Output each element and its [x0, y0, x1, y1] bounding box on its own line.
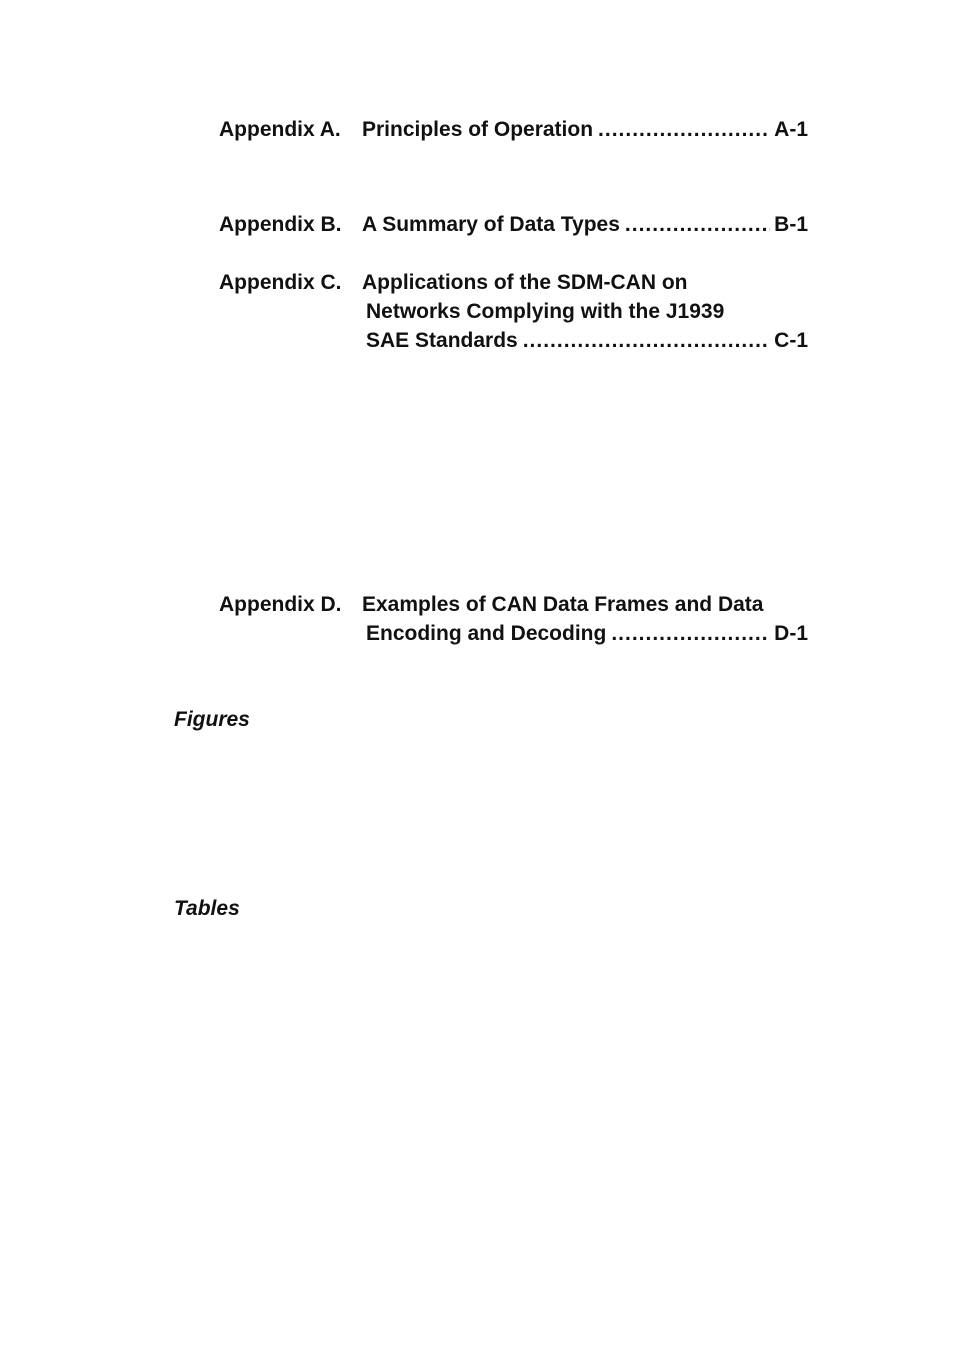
toc-entry-label: Appendix A. [219, 118, 341, 141]
toc-entry-title-line: Networks Complying with the J1939 [366, 300, 725, 323]
toc-entry-title [362, 590, 808, 648]
toc-page-number: A-1 [774, 118, 808, 141]
toc-entry-last-line [362, 210, 808, 239]
toc-entry-title-text: A Summary of Data Types [362, 213, 620, 236]
toc-entry-appendix-c[interactable] [219, 268, 808, 355]
toc-page-number: B-1 [774, 213, 808, 236]
toc-dot-leader [611, 619, 770, 648]
toc-entry-last-line [362, 115, 808, 144]
toc-entry-appendix-d[interactable] [219, 590, 808, 648]
toc-entry-last-line [362, 326, 808, 355]
toc-entry-title [362, 210, 808, 239]
toc-entry-appendix-a[interactable] [219, 115, 808, 144]
tables-heading: Tables [174, 897, 240, 920]
toc-entry-title [362, 115, 808, 144]
toc-entry-label: Appendix B. [219, 213, 342, 236]
toc-entry-title-text: SAE Standards [366, 329, 518, 352]
toc-entry-title-text: Encoding and Decoding [366, 622, 607, 645]
toc-entry-title [362, 268, 808, 355]
toc-entry-label: Appendix D. [219, 593, 342, 616]
toc-dot-leader [523, 326, 770, 355]
toc-dot-leader [625, 210, 770, 239]
toc-entry-title-line: Examples of CAN Data Frames and Data [362, 593, 764, 616]
toc-entry-title-line: Applications of the SDM-CAN on [362, 271, 688, 294]
toc-dot-leader [598, 115, 770, 144]
toc-entry-appendix-b[interactable] [219, 210, 808, 239]
toc-page-number: D-1 [774, 622, 808, 645]
toc-page-number: C-1 [774, 329, 808, 352]
toc-entry-last-line [362, 619, 808, 648]
figures-heading: Figures [174, 708, 250, 731]
toc-entry-title-text: Principles of Operation [362, 118, 594, 141]
toc-entry-label: Appendix C. [219, 271, 342, 294]
